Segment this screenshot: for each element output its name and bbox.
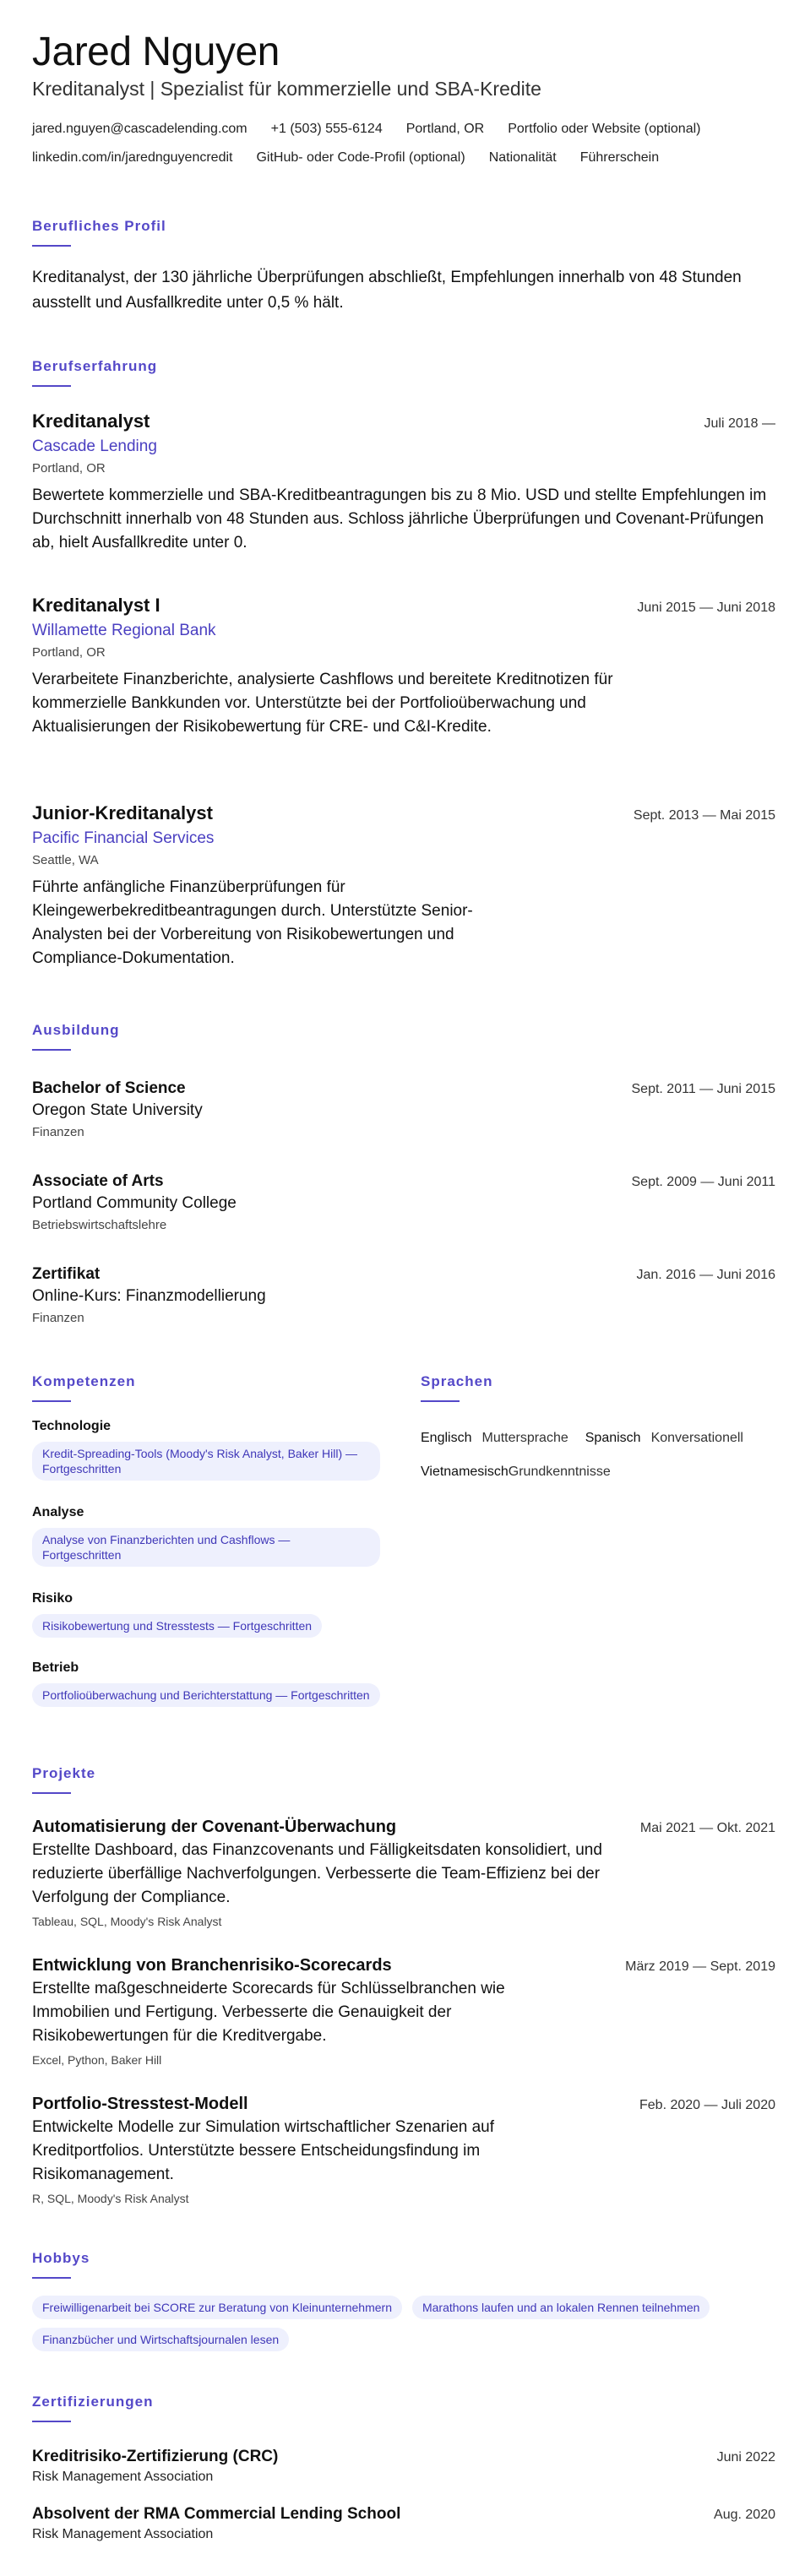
experience-item (32, 595, 775, 739)
section-title: Berufserfahrung (32, 358, 158, 374)
job-dates: Sept. 2013 — Mai 2015 (633, 808, 775, 823)
job-description: Verarbeitete Finanzberichte, analysierte Cashflows und bereitete Kreditnotizen für kommerzielle Bankkunden vor. Unterstützte bei der Portfolioüberwachung und Aktualisierungen der Risikobewertung für CRE- und C&I-Kredite. (32, 671, 613, 736)
language-level: Muttersprache (481, 1431, 568, 1445)
certification-item (32, 2505, 775, 2542)
job-dates: Juni 2015 — Juni 2018 (637, 601, 775, 615)
company-name: Willamette Regional Bank (32, 622, 216, 639)
school-name: Portland Community College (32, 1194, 237, 1212)
job-location: Portland, OR (32, 645, 106, 660)
certification-org: Risk Management Association (32, 2527, 214, 2541)
education-dates: Sept. 2009 — Juni 2011 (631, 1175, 775, 1189)
section-title: Kompetenzen (32, 1373, 136, 1389)
section-skills-heading (32, 1373, 135, 1402)
section-divider (32, 385, 71, 387)
languages-list (421, 1431, 775, 1480)
language-level: Grundkenntnisse (508, 1465, 611, 1479)
project-description: Erstellte Dashboard, das Finanzcovenants und Fälligkeitsdaten konsolidiert, und reduzierte überfällige Nachverfolgungen. Verbesserte die Team-Effizienz bei der Verfolgung der Compliance. (32, 1841, 602, 1906)
education-dates: Jan. 2016 — Juni 2016 (636, 1268, 775, 1282)
section-profile-heading (32, 218, 166, 247)
contact-phone[interactable]: +1 (503) 555-6124 (270, 122, 383, 136)
field-of-study: Finanzen (32, 1125, 84, 1139)
section-divider (32, 245, 71, 247)
project-item (32, 2095, 775, 2205)
section-projects-heading (32, 1765, 95, 1794)
section-divider (421, 1400, 460, 1402)
skills-group (32, 1505, 387, 1567)
project-tools: Tableau, SQL, Moody's Risk Analyst (32, 1915, 222, 1928)
job-description: Bewertete kommerzielle und SBA-Kreditbeantragungen bis zu 8 Mio. USD und stellte Empfehlungen im Durchschnitt innerhalb von 48 Stunden aus. Schloss jährliche Überprüfungen und Covenant-Prüfungen ab, hielt Ausfallkredite unter 0. (32, 486, 767, 552)
language-name: Englisch (421, 1431, 472, 1445)
contact-linkedin[interactable]: linkedin.com/in/jarednguyencredit (32, 150, 233, 165)
education-item (32, 1172, 775, 1232)
certification-date: Juni 2022 (716, 2450, 775, 2465)
project-title: Portfolio-Stresstest-Modell (32, 2095, 248, 2113)
job-description: Führte anfängliche Finanzüberprüfungen für Kleingewerbekreditbeantragungen durch. Unterstützte Senior-Analysten bei der Vorbereitung von Risikobewertungen und Compliance-Dokumentation. (32, 878, 473, 967)
skills-group (32, 1419, 387, 1481)
skill-pill: Kredit-Spreading-Tools (Moody's Risk Analyst, Baker Hill) — Fortgeschritten (32, 1442, 380, 1481)
skills-group (32, 1591, 387, 1638)
company-name: Cascade Lending (32, 437, 157, 455)
project-item (32, 1818, 775, 1928)
project-dates: Mai 2021 — Okt. 2021 (639, 1821, 775, 1835)
project-dates: März 2019 — Sept. 2019 (625, 1959, 775, 1974)
education-dates: Sept. 2011 — Juni 2015 (631, 1082, 775, 1096)
section-title: Zertifizierungen (32, 2394, 154, 2410)
project-tools: R, SQL, Moody's Risk Analyst (32, 2192, 189, 2205)
degree: Bachelor of Science (32, 1079, 186, 1097)
section-divider (32, 2277, 71, 2279)
contact-portfolio[interactable]: Portfolio oder Website (optional) (508, 122, 701, 136)
education-item (32, 1079, 775, 1139)
skills-group (32, 1660, 387, 1707)
job-title: Junior-Kreditanalyst (32, 802, 213, 823)
degree: Zertifikat (32, 1265, 101, 1283)
section-title: Sprachen (421, 1373, 493, 1389)
section-title: Projekte (32, 1765, 96, 1781)
hobbies-list (32, 2296, 784, 2351)
section-title: Ausbildung (32, 1022, 120, 1038)
profile-summary: Kreditanalyst, der 130 jährliche Überprüfungen abschließt, Empfehlungen innerhalb von 48 Stunden ausstellt und Ausfallkredite unter 0,5 % hält. (32, 269, 742, 312)
section-hobbies-heading (32, 2250, 90, 2279)
job-location: Seattle, WA (32, 853, 99, 867)
certification-item (32, 2448, 775, 2485)
skill-category: Analyse (32, 1505, 84, 1519)
field-of-study: Betriebswirtschaftslehre (32, 1218, 167, 1232)
certification-name: Absolvent der RMA Commercial Lending School (32, 2505, 401, 2523)
skill-pill: Portfolioüberwachung und Berichterstattung — Fortgeschritten (32, 1683, 380, 1707)
project-title: Entwicklung von Branchenrisiko-Scorecards (32, 1956, 392, 1975)
school-name: Online-Kurs: Finanzmodellierung (32, 1287, 266, 1305)
skill-category: Risiko (32, 1591, 73, 1606)
contact-list (32, 118, 775, 169)
contact-email[interactable]: jared.nguyen@cascadelending.com (32, 122, 247, 136)
hobby-pill: Freiwilligenarbeit bei SCORE zur Beratung von Kleinunternehmern (32, 2296, 402, 2319)
language-level: Konversationell (650, 1431, 743, 1445)
hobby-pill: Finanzbücher und Wirtschaftsjournalen lesen (32, 2328, 289, 2351)
skill-category: Betrieb (32, 1660, 79, 1675)
hobby-pill: Marathons laufen und an lokalen Rennen teilnehmen (412, 2296, 710, 2319)
project-description: Erstellte maßgeschneiderte Scorecards für Schlüsselbranchen wie Immobilien und Fertigung. Verbesserte die Genauigkeit der Risikobewertungen für die Kreditvergabe. (32, 1980, 505, 2045)
section-education-heading (32, 1022, 119, 1051)
certification-date: Aug. 2020 (714, 2508, 775, 2522)
section-title: Hobbys (32, 2250, 90, 2266)
school-name: Oregon State University (32, 1101, 203, 1119)
project-dates: Feb. 2020 — Juli 2020 (639, 2098, 775, 2112)
field-of-study: Finanzen (32, 1311, 84, 1325)
section-divider (32, 1792, 71, 1794)
contact-github[interactable]: GitHub- oder Code-Profil (optional) (256, 150, 465, 165)
language-name: Spanisch (585, 1431, 641, 1445)
section-title: Berufliches Profil (32, 218, 166, 234)
section-divider (32, 2421, 71, 2422)
contact-location: Portland, OR (405, 122, 485, 136)
section-certifications-heading (32, 2394, 154, 2422)
project-title: Automatisierung der Covenant-Überwachung (32, 1818, 397, 1836)
skill-category: Technologie (32, 1419, 112, 1433)
job-location: Portland, OR (32, 461, 106, 476)
project-description: Entwickelte Modelle zur Simulation wirtschaftlicher Szenarien auf Kreditportfolios. Unterstützte bessere Entscheidungsfindung im Risikomanagement. (32, 2118, 495, 2183)
company-name: Pacific Financial Services (32, 829, 215, 847)
contact-drivers-license: Führerschein (579, 150, 660, 165)
certification-org: Risk Management Association (32, 2470, 214, 2484)
certification-name: Kreditrisiko-Zertifizierung (CRC) (32, 2448, 279, 2465)
section-divider (32, 1049, 71, 1051)
language-name: Vietnamesisch (421, 1465, 509, 1479)
project-tools: Excel, Python, Baker Hill (32, 2053, 162, 2067)
skill-pill: Risikobewertung und Stresstests — Fortgeschritten (32, 1614, 322, 1638)
languages-section (421, 1373, 775, 1480)
job-title: Kreditanalyst (32, 410, 150, 432)
section-divider (32, 1400, 71, 1402)
candidate-subtitle: Kreditanalyst | Spezialist für kommerzielle und SBA-Kredite (32, 78, 541, 100)
education-item (32, 1265, 775, 1325)
experience-item (32, 802, 775, 970)
contact-nationality: Nationalität (488, 150, 557, 165)
candidate-name: Jared Nguyen (32, 30, 280, 74)
section-experience-heading (32, 358, 157, 387)
skill-pill: Analyse von Finanzberichten und Cashflows — Fortgeschritten (32, 1528, 380, 1567)
project-item (32, 1956, 775, 2067)
experience-item (32, 410, 775, 555)
job-dates: Juli 2018 — (704, 416, 775, 431)
job-title: Kreditanalyst I (32, 595, 160, 616)
degree: Associate of Arts (32, 1172, 164, 1190)
